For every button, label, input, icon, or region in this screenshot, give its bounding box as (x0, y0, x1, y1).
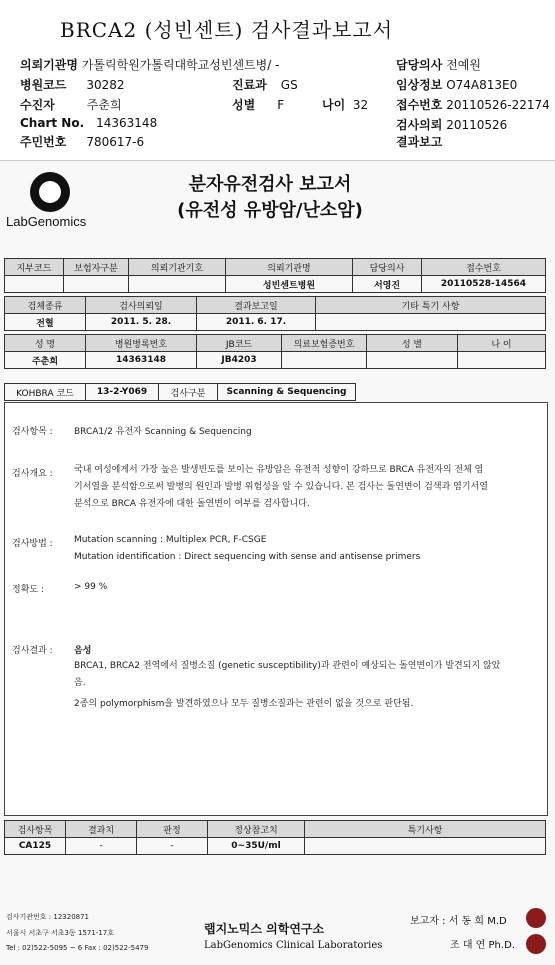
reporter: 보고자 : 서 동 희 M.D (410, 916, 507, 927)
logo-text: LabGenomics (6, 214, 87, 229)
director: 조 대 연 Ph.D. (450, 940, 515, 951)
age-field: 나이 32 (322, 98, 369, 112)
org-name-kr: 랩지노믹스 의학연구소 (204, 922, 325, 936)
header-field: 결과보고 (396, 135, 443, 149)
accuracy-value: > 99 % (74, 582, 108, 592)
overview-text: 국내 여성에게서 가장 높은 발생빈도를 보이는 유방암은 유전적 성향이 강하므로 BRCA 유전자의 전체 염 기서열을 분석함으로써 발병의 원인과 발병 위험성을 알 수 있습니다. 본 검사는 돌연변이 검색과 염기서열 분석으로 BRCA 유전자에 대한 돌연변이 여부를 검사합니다. (74, 465, 488, 509)
header-field: 담당의사 전예원 (396, 58, 481, 72)
labgenomics-logo-icon (30, 172, 70, 212)
item-label: 검사항목 : (12, 427, 53, 437)
seal-icon (526, 934, 546, 954)
result-text: BRCA1, BRCA2 전역에서 질병소질 (genetic susceptibility)과 관련이 예상되는 돌연변이가 발견되지 않았 음. 2종의 polymorphism을 발견하였으나 모두 질병소질과는 관련이 없을 것으로 판단됨. (74, 661, 501, 709)
header-field: 접수번호 20110526-22174 (396, 98, 550, 112)
result-label: 검사결과 : (12, 646, 53, 656)
info-grid: 지부코드 보험자구분 의뢰기관기호 의뢰기관명 담당의사 접수번호 성빈센트병원 서영진 20110528-14564 (4, 258, 546, 293)
header-field: 수진자 주춘희 (20, 98, 122, 112)
org-name-en: LabGenomics Clinical Laboratories (204, 940, 383, 951)
marker-table: 검사항목 결과치 판정 정상참고치 특기사항 CA125 - - 0~35U/ml (4, 820, 546, 855)
table-row: CA125 - - 0~35U/ml (5, 838, 546, 855)
header-field: Chart No. 14363148 (20, 116, 158, 130)
seal-icon (526, 908, 546, 928)
header-field: 주민번호 780617-6 (20, 135, 145, 149)
header-field: 검사의뢰 20110526 (396, 118, 508, 132)
item-value: BRCA1/2 유전자 Scanning & Sequencing (74, 427, 252, 437)
result-head: 음성 (74, 646, 92, 656)
kohbra-row: KOHBRA 코드 13-2-Y069 검사구분 Scanning & Sequencing (4, 383, 356, 401)
header-field: 임상정보 O74A813E0 (396, 78, 518, 92)
dept-field: 진료과 GS (232, 78, 298, 92)
sex-field: 성별 F (232, 98, 285, 112)
header-field: 의뢰기관명 가톨릭학원가톨릭대학교성빈센트병/ - (20, 58, 280, 72)
header-field: 병원코드 30282 (20, 78, 125, 92)
info-grid: 성 명 병원병록번호 JB코드 의료보험증번호 성 별 나 이 주춘희 14363148 JB4203 (4, 334, 546, 369)
accuracy-label: 정확도 : (12, 585, 44, 595)
info-grid: 검체종류 검사의뢰일 결과보고일 기타 특기 사항 전혈 2011. 5. 28. 2011. 6. 17. (4, 296, 546, 331)
method-label: 검사방법 : (12, 539, 53, 549)
footer-info: 검사기관번호 : 12320871 서울시 서초구 서초3동 1571-17호 Tel : 02)522-5095 ~ 6 Fax : 02)522-5479 (6, 913, 149, 952)
report-title: 분자유전검사 보고서 (유전성 유방암/난소암) (177, 174, 363, 221)
page-title: BRCA2 (성빈센트) 검사결과보고서 (60, 18, 394, 42)
overview-label: 검사개요 : (12, 469, 53, 479)
method-text: Mutation scanning : Multiplex PCR, F-CSGE Mutation identification : Direct sequencing with sense and antisense primers (74, 535, 421, 562)
